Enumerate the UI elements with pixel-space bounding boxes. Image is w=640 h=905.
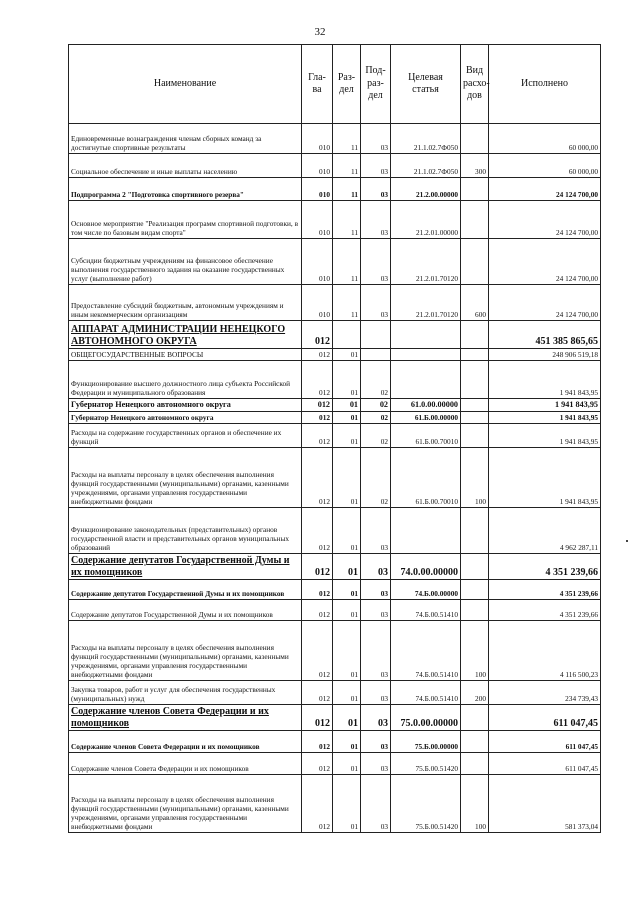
row-subsection: 03 [361, 554, 391, 580]
row-executed-amount: 234 739,43 [489, 681, 601, 705]
row-name: Предоставление субсидий бюджетным, автономным учреждениям и иным некоммерческим организациям [69, 285, 302, 321]
row-section: 01 [333, 349, 361, 361]
row-section: 01 [333, 600, 361, 621]
row-target-article [391, 349, 461, 361]
row-target-article: 61.Б.00.00000 [391, 412, 461, 424]
table-row [69, 753, 601, 775]
row-executed-amount: 611 047,45 [489, 753, 601, 775]
row-section: 01 [333, 399, 361, 412]
row-name: Функционирование высшего должностного лица субъекта Российской Федерации и муниципального образования [69, 361, 302, 399]
row-target-article: 75.Б.00.51420 [391, 753, 461, 775]
header-expense-type: Вид расхо- дов [461, 45, 489, 124]
scan-speck [626, 540, 628, 542]
table-row [69, 285, 601, 321]
row-subsection: 03 [361, 775, 391, 833]
row-name: Губернатор Ненецкого автономного округа [69, 399, 302, 412]
row-executed-amount: 1 941 843,95 [489, 361, 601, 399]
row-target-article: 61.Б.00.70010 [391, 448, 461, 508]
row-chapter: 012 [302, 361, 333, 399]
row-name: Единовременные вознаграждения членам сборных команд за достигнутые спортивные результаты [69, 124, 302, 154]
row-section [333, 321, 361, 349]
table-row [69, 681, 601, 705]
row-chapter: 012 [302, 621, 333, 681]
row-subsection: 03 [361, 731, 391, 753]
row-section: 01 [333, 424, 361, 448]
row-section: 11 [333, 124, 361, 154]
row-executed-amount: 24 124 700,00 [489, 239, 601, 285]
row-name: Основное мероприятие "Реализация программ спортивной подготовки, в том числе по базовым видам спорта" [69, 201, 302, 239]
table-row [69, 412, 601, 424]
row-chapter: 012 [302, 580, 333, 600]
table-row [69, 124, 601, 154]
row-expense-type [461, 412, 489, 424]
row-expense-type [461, 361, 489, 399]
row-expense-type: 100 [461, 448, 489, 508]
row-subsection: 03 [361, 621, 391, 681]
row-target-article: 74.Б.00.00000 [391, 580, 461, 600]
row-subsection: 03 [361, 178, 391, 201]
row-section: 01 [333, 705, 361, 731]
row-expense-type: 100 [461, 775, 489, 833]
row-section: 01 [333, 361, 361, 399]
row-executed-amount: 1 941 843,95 [489, 412, 601, 424]
row-chapter: 010 [302, 239, 333, 285]
row-target-article: 21.1.02.7Ф050 [391, 124, 461, 154]
row-executed-amount: 4 962 287,11 [489, 508, 601, 554]
table-row [69, 705, 601, 731]
row-chapter: 012 [302, 321, 333, 349]
row-expense-type: 300 [461, 154, 489, 178]
row-section: 01 [333, 621, 361, 681]
row-name: Содержание членов Совета Федерации и их помощников [69, 753, 302, 775]
row-executed-amount: 611 047,45 [489, 705, 601, 731]
row-expense-type: 200 [461, 681, 489, 705]
row-chapter: 012 [302, 448, 333, 508]
row-section: 11 [333, 285, 361, 321]
row-expense-type [461, 580, 489, 600]
table-row [69, 361, 601, 399]
row-subsection: 03 [361, 580, 391, 600]
row-chapter: 012 [302, 705, 333, 731]
row-name: Содержание депутатов Государственной Думы и их помощников [69, 554, 302, 580]
row-chapter: 012 [302, 731, 333, 753]
table-row [69, 201, 601, 239]
row-name: Закупка товаров, работ и услуг для обеспечения государственных (муниципальных) нужд [69, 681, 302, 705]
row-subsection: 03 [361, 285, 391, 321]
row-chapter: 010 [302, 124, 333, 154]
row-expense-type [461, 201, 489, 239]
row-name: Расходы на выплаты персоналу в целях обеспечения выполнения функций государственными (муниципальными) органами, казенными учреждениями, органами управления государственными внебюджетными фондами [69, 621, 302, 681]
row-executed-amount: 24 124 700,00 [489, 201, 601, 239]
row-executed-amount: 4 351 239,66 [489, 600, 601, 621]
row-section: 01 [333, 580, 361, 600]
row-executed-amount: 248 906 519,18 [489, 349, 601, 361]
row-subsection: 02 [361, 412, 391, 424]
table-row [69, 349, 601, 361]
row-section: 01 [333, 508, 361, 554]
table-row [69, 321, 601, 349]
row-chapter: 012 [302, 424, 333, 448]
table-row [69, 448, 601, 508]
table-row [69, 554, 601, 580]
row-chapter: 010 [302, 201, 333, 239]
row-expense-type [461, 239, 489, 285]
row-name: Расходы на выплаты персоналу в целях обеспечения выполнения функций государственными (муниципальными) органами, казенными учреждениями, органами управления государственными внебюджетными фондами [69, 448, 302, 508]
row-executed-amount: 581 373,04 [489, 775, 601, 833]
row-target-article: 21.2.00.00000 [391, 178, 461, 201]
row-section: 11 [333, 201, 361, 239]
row-name: Подпрограмма 2 "Подготовка спортивного резерва" [69, 178, 302, 201]
row-target-article: 75.0.00.00000 [391, 705, 461, 731]
row-subsection: 03 [361, 705, 391, 731]
row-target-article [391, 321, 461, 349]
row-chapter: 012 [302, 681, 333, 705]
row-subsection: 03 [361, 201, 391, 239]
header-target: Целевая статья [391, 45, 461, 124]
row-subsection [361, 321, 391, 349]
row-executed-amount: 4 351 239,66 [489, 554, 601, 580]
row-executed-amount: 1 941 843,95 [489, 424, 601, 448]
row-expense-type [461, 753, 489, 775]
row-name: Расходы на содержание государственных органов и обеспечение их функций [69, 424, 302, 448]
table-header-row [69, 45, 601, 124]
row-executed-amount: 24 124 700,00 [489, 285, 601, 321]
table-row [69, 731, 601, 753]
row-subsection: 03 [361, 124, 391, 154]
row-chapter: 012 [302, 554, 333, 580]
row-subsection [361, 349, 391, 361]
row-chapter: 012 [302, 775, 333, 833]
row-subsection: 03 [361, 600, 391, 621]
row-name: Содержание депутатов Государственной Думы и их помощников [69, 580, 302, 600]
table-row [69, 178, 601, 201]
row-expense-type [461, 349, 489, 361]
row-executed-amount: 24 124 700,00 [489, 178, 601, 201]
row-section: 01 [333, 681, 361, 705]
row-executed-amount: 60 000,00 [489, 124, 601, 154]
row-chapter: 012 [302, 600, 333, 621]
row-chapter: 012 [302, 412, 333, 424]
row-section: 01 [333, 775, 361, 833]
row-subsection: 02 [361, 424, 391, 448]
row-subsection: 03 [361, 681, 391, 705]
header-executed: Исполнено [489, 45, 601, 124]
row-executed-amount: 1 941 843,95 [489, 448, 601, 508]
row-name: Содержание членов Совета Федерации и их помощников [69, 731, 302, 753]
row-section: 01 [333, 753, 361, 775]
table-row [69, 775, 601, 833]
row-section: 01 [333, 731, 361, 753]
row-expense-type [461, 178, 489, 201]
row-section: 01 [333, 448, 361, 508]
row-name: Содержание членов Совета Федерации и их помощников [69, 705, 302, 731]
row-chapter: 010 [302, 154, 333, 178]
row-executed-amount: 451 385 865,65 [489, 321, 601, 349]
row-subsection: 03 [361, 753, 391, 775]
row-section: 11 [333, 154, 361, 178]
row-name: Субсидии бюджетным учреждениям на финансовое обеспечение выполнения государственного задания на оказание государственных услуг (выполнение работ) [69, 239, 302, 285]
row-name: Губернатор Ненецкого автономного округа [69, 412, 302, 424]
header-chapter: Гла- ва [302, 45, 333, 124]
table-row [69, 154, 601, 178]
row-chapter: 012 [302, 753, 333, 775]
row-executed-amount: 60 000,00 [489, 154, 601, 178]
row-subsection: 03 [361, 239, 391, 285]
row-expense-type [461, 321, 489, 349]
row-chapter: 012 [302, 508, 333, 554]
row-expense-type [461, 600, 489, 621]
row-name: Расходы на выплаты персоналу в целях обеспечения выполнения функций государственными (муниципальными) органами, казенными учреждениями, органами управления государственными внебюджетными фондами [69, 775, 302, 833]
row-expense-type [461, 554, 489, 580]
table-row [69, 508, 601, 554]
row-expense-type [461, 705, 489, 731]
row-target-article [391, 361, 461, 399]
table-row [69, 424, 601, 448]
row-expense-type [461, 508, 489, 554]
row-section: 01 [333, 554, 361, 580]
row-target-article: 74.0.00.00000 [391, 554, 461, 580]
row-chapter: 010 [302, 178, 333, 201]
header-subsection: Под- раз- дел [361, 45, 391, 124]
table-row [69, 239, 601, 285]
row-subsection: 02 [361, 399, 391, 412]
table-body [69, 124, 601, 833]
table-row [69, 600, 601, 621]
row-expense-type: 100 [461, 621, 489, 681]
row-section: 11 [333, 239, 361, 285]
row-expense-type [461, 399, 489, 412]
row-executed-amount: 4 351 239,66 [489, 580, 601, 600]
header-section: Раз- дел [333, 45, 361, 124]
row-section: 11 [333, 178, 361, 201]
table-row [69, 399, 601, 412]
row-subsection: 02 [361, 361, 391, 399]
row-name: Содержание депутатов Государственной Думы и их помощников [69, 600, 302, 621]
row-target-article: 61.0.00.00000 [391, 399, 461, 412]
row-executed-amount: 1 941 843,95 [489, 399, 601, 412]
row-name: Функционирование законодательных (представительных) органов государственной власти и представительных органов муниципальных образований [69, 508, 302, 554]
header-name: Наименование [69, 45, 302, 124]
row-subsection: 03 [361, 508, 391, 554]
row-target-article: 21.2.01.70120 [391, 285, 461, 321]
row-target-article: 61.Б.00.70010 [391, 424, 461, 448]
row-target-article: 74.Б.00.51410 [391, 600, 461, 621]
row-chapter: 010 [302, 285, 333, 321]
row-expense-type [461, 424, 489, 448]
page-number: 32 [314, 26, 326, 38]
row-expense-type: 600 [461, 285, 489, 321]
row-target-article: 21.2.01.70120 [391, 239, 461, 285]
row-target-article: 75.Б.00.51420 [391, 775, 461, 833]
row-chapter: 012 [302, 349, 333, 361]
row-expense-type [461, 124, 489, 154]
row-subsection: 02 [361, 448, 391, 508]
row-target-article: 75.Б.00.00000 [391, 731, 461, 753]
table-row [69, 580, 601, 600]
row-target-article: 74.Б.00.51410 [391, 621, 461, 681]
row-name: АППАРАТ АДМИНИСТРАЦИИ НЕНЕЦКОГО АВТОНОМНОГО ОКРУГА [69, 321, 302, 349]
row-target-article: 21.1.02.7Ф050 [391, 154, 461, 178]
row-section: 01 [333, 412, 361, 424]
row-target-article: 21.2.01.00000 [391, 201, 461, 239]
row-target-article: 74.Б.00.51410 [391, 681, 461, 705]
row-executed-amount: 611 047,45 [489, 731, 601, 753]
row-target-article [391, 508, 461, 554]
row-subsection: 03 [361, 154, 391, 178]
row-name: ОБЩЕГОСУДАРСТВЕННЫЕ ВОПРОСЫ [69, 349, 302, 361]
row-expense-type [461, 731, 489, 753]
row-name: Социальное обеспечение и иные выплаты населению [69, 154, 302, 178]
row-executed-amount: 4 116 500,23 [489, 621, 601, 681]
table-row [69, 621, 601, 681]
budget-execution-table [68, 44, 601, 833]
row-chapter: 012 [302, 399, 333, 412]
